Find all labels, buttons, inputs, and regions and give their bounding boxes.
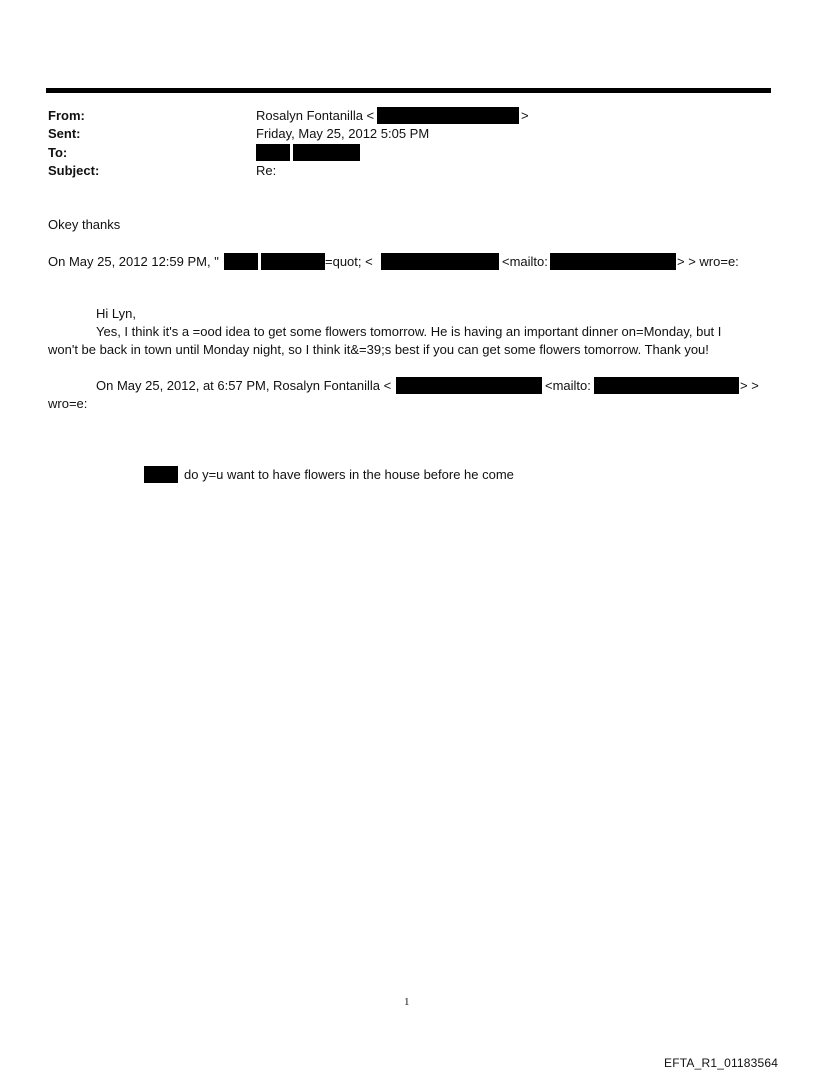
bates-number: EFTA_R1_01183564	[664, 1056, 779, 1070]
from-name: Rosalyn Fontanilla <	[256, 108, 375, 123]
quote2-suffix: > >	[740, 378, 759, 393]
redaction-block	[261, 253, 325, 270]
quote1-mid1: =quot; <	[325, 254, 373, 269]
question-text: do y=u want to have flowers in the house before he come	[184, 467, 514, 482]
paragraph-line-2: won't be back in town until Monday night, so I think it&=39;s best if you can get some flowers tomorrow. Thank you!	[48, 342, 709, 357]
quote2-prefix: On May 25, 2012, at 6:57 PM, Rosalyn Fontanilla <	[96, 378, 392, 393]
redaction-block	[377, 107, 519, 124]
subject-label: Subject:	[48, 163, 100, 178]
quote2-mid: <mailto:	[545, 378, 591, 393]
quote2-line2: wro=e:	[48, 396, 88, 411]
from-close: >	[521, 108, 529, 123]
redaction-block	[396, 377, 542, 394]
reply-text: Okey thanks	[48, 217, 121, 232]
greeting: Hi Lyn,	[96, 306, 136, 321]
redaction-block	[594, 377, 739, 394]
sent-value: Friday, May 25, 2012 5:05 PM	[256, 126, 430, 141]
to-label: To:	[48, 145, 68, 160]
redaction-block	[144, 466, 178, 483]
redaction-block	[224, 253, 258, 270]
quote1-mid2: <mailto:	[502, 254, 548, 269]
quote1-suffix: > > wro=e:	[677, 254, 739, 269]
page-number: 1	[404, 996, 410, 1008]
from-label: From:	[48, 108, 85, 123]
redaction-block	[550, 253, 676, 270]
redaction-block	[381, 253, 499, 270]
quote1-prefix: On May 25, 2012 12:59 PM, "	[48, 254, 219, 269]
sent-label: Sent:	[48, 126, 81, 141]
redaction-block	[293, 144, 360, 161]
header-divider	[46, 88, 771, 93]
subject-value: Re:	[256, 163, 277, 178]
paragraph-line-1: Yes, I think it's a =ood idea to get some flowers tomorrow. He is having an important dinner on=Monday, but I	[96, 324, 722, 339]
redaction-block	[256, 144, 290, 161]
